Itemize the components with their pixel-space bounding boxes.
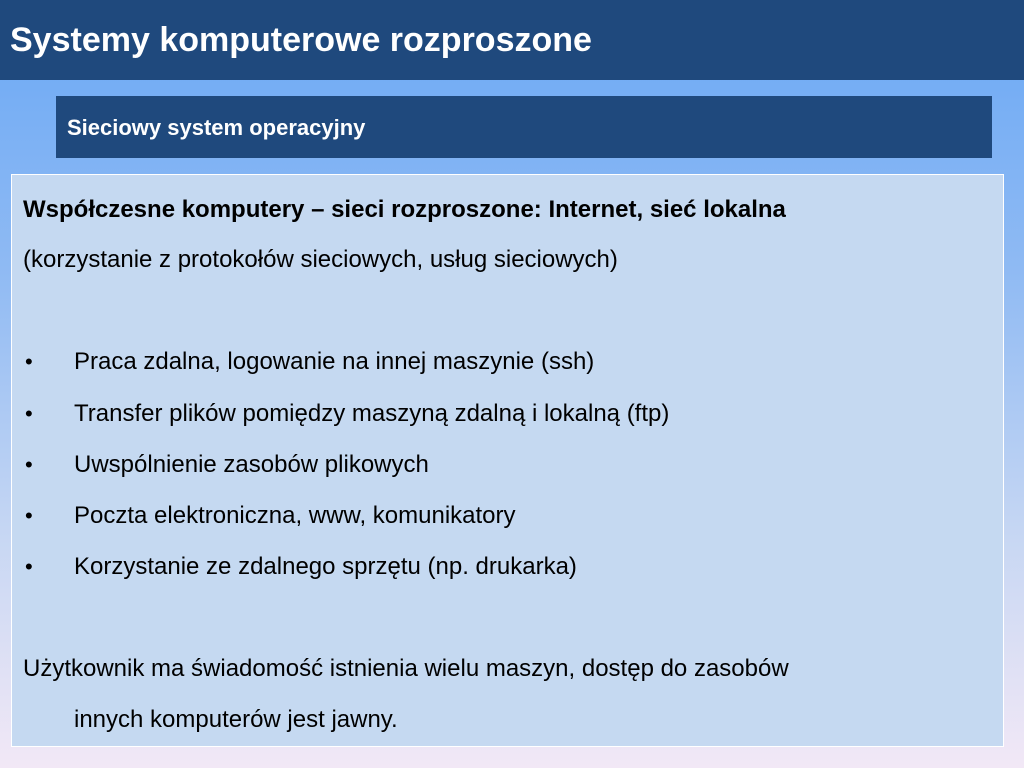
slide-subtitle: Sieciowy system operacyjny <box>67 115 366 140</box>
bullet-icon: • <box>25 554 33 579</box>
content-heading: Współczesne komputery – sieci rozproszone: Internet, sieć lokalna <box>23 196 786 223</box>
slide-title: Systemy komputerowe rozproszone <box>10 21 592 59</box>
list-item-text: Transfer plików pomiędzy maszyną zdalną i lokalną (ftp) <box>74 400 670 427</box>
bullet-icon: • <box>25 401 33 426</box>
list-item-text: Praca zdalna, logowanie na innej maszynie (ssh) <box>74 348 595 375</box>
title-bar <box>0 0 1024 80</box>
subtitle-bar <box>56 96 992 158</box>
bullet-icon: • <box>25 503 33 528</box>
list-item-text: Poczta elektroniczna, www, komunikatory <box>74 502 516 529</box>
content-subheading: (korzystanie z protokołów sieciowych, usług sieciowych) <box>23 246 618 273</box>
content-panel <box>11 174 1004 747</box>
bullet-icon: • <box>25 452 33 477</box>
bullet-icon: • <box>25 349 33 374</box>
list-item-text: Korzystanie ze zdalnego sprzętu (np. drukarka) <box>74 553 577 580</box>
footer-text-line2: innych komputerów jest jawny. <box>74 706 398 733</box>
footer-text-line1: Użytkownik ma świadomość istnienia wielu maszyn, dostęp do zasobów <box>23 655 789 682</box>
list-item-text: Uwspólnienie zasobów plikowych <box>74 451 429 478</box>
